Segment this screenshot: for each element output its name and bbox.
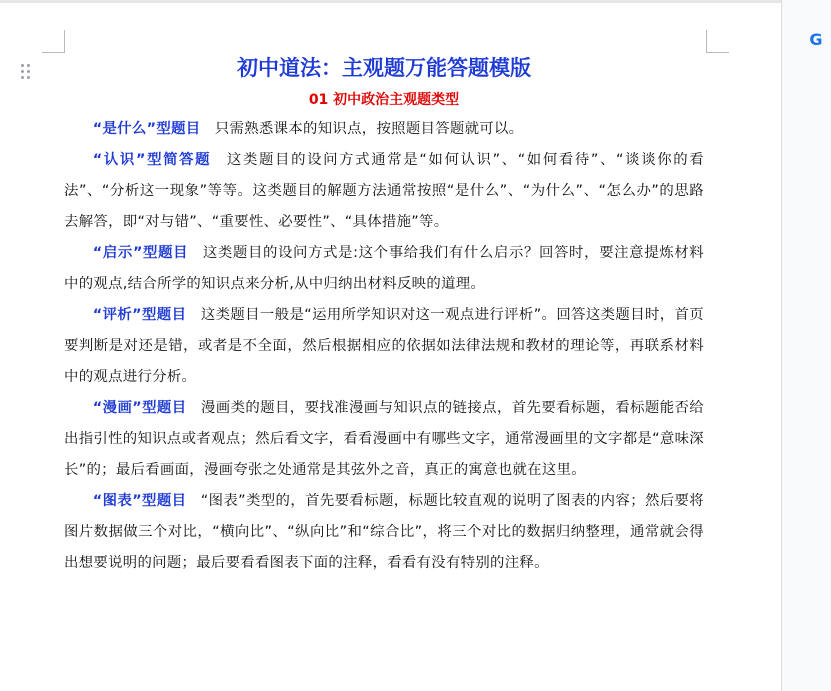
paragraph-text: 这类题目一般是“运用所学知识对这一观点进行评析”。回答这类题目时，首页要判断是对还是错，或者是不全面，然后根据相应的依据如法律法规和教材的理论等，再联系材料中的观点进行分析。 — [64, 307, 704, 385]
paragraph-label: “认识”型简答题 — [92, 152, 212, 168]
paragraph-text: 只需熟悉课本的知识点，按照题目答题就可以。 — [214, 121, 524, 137]
document-title: 初中道法：主观题万能答题模版 — [237, 56, 531, 80]
drag-handle-icon[interactable] — [21, 64, 31, 80]
paragraph-cartoon-type — [64, 393, 704, 486]
paragraph-label: “漫画”型题目 — [92, 400, 187, 416]
paragraph-label: “评析”型题目 — [92, 307, 187, 323]
paragraph-label: “是什么”型题目 — [92, 121, 201, 137]
side-panel — [781, 0, 831, 691]
paragraph-label: “启示”型题目 — [92, 245, 189, 261]
paragraph-text: 这类题目的设问方式是:这个事给我们有什么启示？回答时，要注意提炼材料中的观点,结合所学的知识点来分析,从中归纳出材料反映的道理。 — [64, 245, 704, 292]
page-margin-corner-top-right — [706, 30, 729, 53]
paragraph-recognition-type — [64, 145, 704, 238]
paragraph-text: 这类题目的设问方式通常是“如何认识”、“如何看待”、“谈谈你的看法”、“分析这一现象”等等。这类题目的解题方法通常按照“是什么”、“为什么”、“怎么办”的思路去解答，即“对与错”、“重要性、必要性”、“具体措施”等。 — [64, 152, 704, 230]
paragraph-label: “图表”型题目 — [92, 493, 187, 509]
paragraph-text: “图表”类型的，首先要看标题，标题比较直观的说明了图表的内容；然后要将图片数据做三个对比，“横向比”、“纵向比”和“综合比”，将三个对比的数据归纳整理，通常就会得出想要说明的问题；最后要看看图表下面的注释，看看有没有特别的注释。 — [64, 493, 704, 571]
paragraph-evaluation-type — [64, 300, 704, 393]
paragraph-chart-type — [64, 486, 704, 579]
paragraph-what-type — [64, 114, 704, 145]
paragraph-enlightenment-type — [64, 238, 704, 300]
document-body[interactable] — [64, 50, 704, 579]
page-margin-corner-top-left — [42, 30, 65, 53]
google-g-icon[interactable]: G — [809, 30, 823, 49]
section-heading: 01 初中政治主观题类型 — [308, 92, 460, 108]
paragraph-text: 漫画类的题目，要找准漫画与知识点的链接点，首先要看标题，看标题能否给出指引性的知识点或者观点；然后看文字，看看漫画中有哪些文字，通常漫画里的文字都是“意味深长”的；最后看画面，漫画夸张之处通常是其弦外之音，真正的寓意也就在这里。 — [64, 400, 704, 478]
